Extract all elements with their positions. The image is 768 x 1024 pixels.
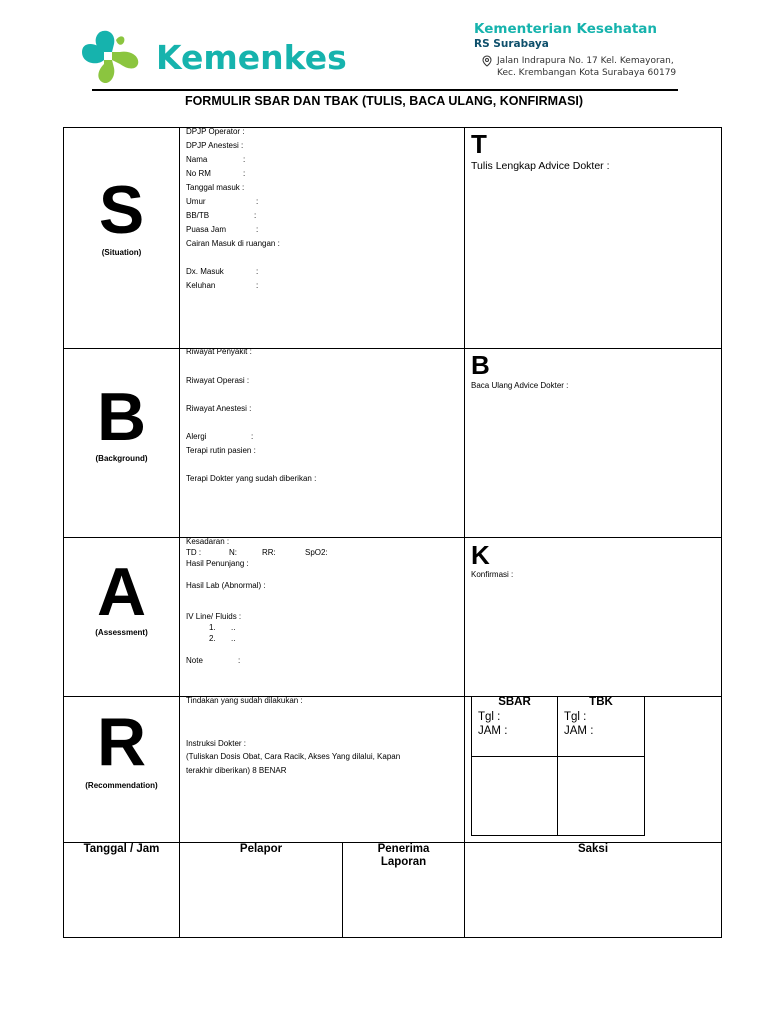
footer-saksi: Saksi: [577, 843, 609, 855]
instruksi-note-line-2: terakhir diberikan) 8 BENAR: [186, 766, 287, 775]
field-dpjp-operator: DPJP Operator :: [186, 127, 245, 136]
ministry-name: Kementerian Kesehatan: [474, 21, 657, 37]
field-iv-line: IV Line/ Fluids :: [186, 612, 242, 621]
tbk-header: TBK: [589, 696, 613, 708]
assessment-letter: A: [96, 554, 147, 630]
form-title: FORMULIR SBAR DAN TBAK (TULIS, BACA ULANG, KONFIRMASI): [184, 94, 584, 108]
footer-pelapor: Pelapor: [239, 843, 283, 855]
sbar-header: SBAR: [498, 696, 531, 708]
field-dpjp-anestesi: DPJP Anestesi :: [186, 141, 244, 150]
field-note: Note: [186, 656, 203, 665]
location-pin-icon: [482, 55, 492, 67]
field-rr: RR:: [262, 548, 276, 557]
field-td: TD :: [186, 548, 202, 557]
field-kesadaran: Kesadaran :: [186, 537, 230, 546]
field-riwayat-anestesi: Riwayat Anestesi :: [186, 404, 252, 413]
tulis-letter: T: [471, 129, 487, 159]
field-keluhan: Keluhan: [186, 281, 216, 290]
hospital-name: RS Surabaya: [474, 38, 549, 50]
field-n: N:: [229, 548, 237, 557]
brand-name: Kemenkes: [156, 38, 347, 77]
konfirmasi-label: Konfirmasi :: [471, 570, 514, 579]
situation-label: (Situation): [101, 248, 142, 257]
recommendation-label: (Recommendation): [85, 781, 158, 790]
field-dx-masuk: Dx. Masuk: [186, 267, 224, 276]
field-alergi: Alergi: [186, 432, 207, 441]
tulis-label: Tulis Lengkap Advice Dokter :: [471, 160, 610, 172]
footer-tanggal-jam: Tanggal / Jam: [83, 843, 160, 855]
situation-letter: S: [98, 172, 145, 248]
iv-item-2-number: 2.: [209, 634, 216, 643]
footer-penerima-line-2: Laporan: [380, 856, 427, 868]
field-riwayat-penyakit: Riwayat Penyakit :: [186, 347, 252, 356]
field-bb-tb: BB/TB: [186, 211, 210, 220]
field-instruksi-dokter: Instruksi Dokter :: [186, 739, 247, 748]
sbar-tgl: Tgl :: [478, 711, 501, 723]
field-no-rm: No RM: [186, 169, 211, 178]
sbar-jam: JAM :: [478, 725, 508, 737]
background-label: (Background): [95, 454, 148, 463]
field-tanggal-masuk: Tanggal masuk :: [186, 183, 245, 192]
baca-letter: B: [471, 350, 490, 380]
background-letter: B: [96, 379, 147, 455]
field-hasil-penunjang: Hasil Penunjang :: [186, 559, 249, 568]
address-line-1: Jalan Indrapura No. 17 Kel. Kemayoran,: [497, 56, 674, 66]
field-hasil-lab: Hasil Lab (Abnormal) :: [186, 581, 266, 590]
iv-item-2-value: ..: [231, 634, 236, 643]
field-spo2: SpO2:: [305, 548, 328, 557]
field-cairan-masuk: Cairan Masuk di ruangan :: [186, 239, 280, 248]
tbk-tgl: Tgl :: [564, 711, 587, 723]
footer-penerima-line-1: Penerima: [377, 843, 430, 855]
kemenkes-logo-icon: [80, 30, 144, 86]
iv-item-1-number: 1.: [209, 623, 216, 632]
address-line-2: Kec. Krembangan Kota Surabaya 60179: [497, 68, 677, 78]
field-nama: Nama: [186, 155, 208, 164]
tbk-jam: JAM :: [564, 725, 594, 737]
assessment-label: (Assessment): [95, 628, 148, 637]
field-terapi-dokter: Terapi Dokter yang sudah diberikan :: [186, 474, 317, 483]
baca-label: Baca Ulang Advice Dokter :: [471, 381, 569, 390]
konfirmasi-letter: K: [471, 540, 490, 570]
footer-penerima: [343, 843, 464, 869]
iv-item-1-value: ..: [231, 623, 236, 632]
field-puasa-jam: Puasa Jam: [186, 225, 227, 234]
field-riwayat-operasi: Riwayat Operasi :: [186, 376, 250, 385]
field-terapi-rutin: Terapi rutin pasien :: [186, 446, 256, 455]
instruksi-note-line-1: (Tuliskan Dosis Obat, Cara Racik, Akses Yang dilalui, Kapan: [186, 752, 401, 761]
field-tindakan: Tindakan yang sudah dilakukan :: [186, 696, 303, 705]
recommendation-letter: R: [96, 704, 147, 780]
header-divider: [92, 89, 678, 91]
field-umur: Umur: [186, 197, 206, 206]
